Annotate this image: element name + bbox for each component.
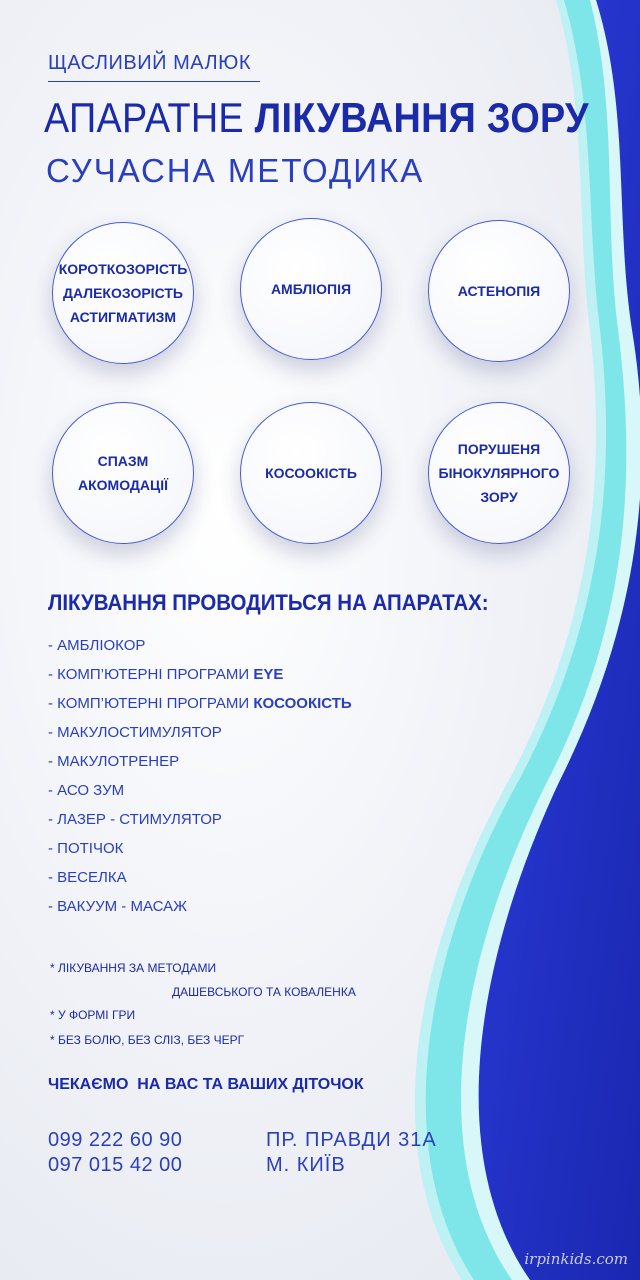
page-subtitle: СУЧАСНА МЕТОДИКА <box>46 152 425 189</box>
note-game: * У ФОРМІ ГРИ <box>50 1008 136 1022</box>
phone-number[interactable]: 097 015 42 00 <box>48 1154 183 1176</box>
condition-line: АСТИГМАТИЗМ <box>69 309 177 325</box>
condition-circle-binocular <box>428 402 570 544</box>
list-item <box>48 752 352 781</box>
list-item-text: - МАКУЛОСТИМУЛЯТОР <box>48 724 222 741</box>
condition-line: ЗОРУ <box>480 489 518 505</box>
list-item <box>48 897 352 926</box>
list-item <box>48 839 352 868</box>
condition-line: ДАЛЕКОЗОРІСТЬ <box>63 285 183 301</box>
title-part1: АПАРАТНЕ <box>44 94 255 141</box>
condition-circle-accommodation-spasm <box>52 402 194 544</box>
list-item-text: - ЛАЗЕР - СТИМУЛЯТОР <box>48 811 222 828</box>
condition-line: СПАЗМ <box>97 453 149 469</box>
list-item-text: - АМБЛІОКОР <box>48 637 146 654</box>
address-city: М. КИЇВ <box>266 1154 346 1176</box>
condition-line: КОРОТКОЗОРІСТЬ <box>58 261 188 277</box>
note-painless: * БЕЗ БОЛЮ, БЕЗ СЛІЗ, БЕЗ ЧЕРГ <box>50 1033 245 1047</box>
list-item <box>48 694 352 723</box>
list-item-text: - ВАКУУМ - МАСАЖ <box>48 898 187 915</box>
list-item-text: - КОМП’ЮТЕРНІ ПРОГРАМИ <box>48 666 254 683</box>
condition-line: КОСООКІСТЬ <box>265 465 357 481</box>
watermark: irpinkids.com <box>524 1250 628 1268</box>
equipment-list <box>48 636 352 926</box>
condition-circle-asthenopia <box>428 220 570 362</box>
list-item <box>48 868 352 897</box>
list-item-text: - АСО ЗУМ <box>48 782 125 799</box>
condition-line: ПОРУШЕНЯ <box>457 441 541 457</box>
condition-line: АКОМОДАЦІЇ <box>78 477 168 493</box>
list-item <box>48 781 352 810</box>
condition-circle-myopia <box>52 222 194 364</box>
title-part2: ЛІКУВАННЯ ЗОРУ <box>254 94 589 141</box>
list-item-text: - ВЕСЕЛКА <box>48 869 127 886</box>
page-title <box>44 94 589 142</box>
address-street: ПР. ПРАВДИ 31А <box>266 1129 437 1151</box>
list-item-text: - МАКУЛОТРЕНЕР <box>48 753 180 770</box>
condition-line: АСТЕНОПІЯ <box>457 283 541 299</box>
list-item <box>48 810 352 839</box>
brand-name: ЩАСЛИВИЙ МАЛЮК <box>48 52 260 82</box>
condition-line: АМБЛІОПІЯ <box>270 281 352 297</box>
phone-number[interactable]: 099 222 60 90 <box>48 1129 183 1151</box>
note-methods: * ЛІКУВАННЯ ЗА МЕТОДАМИ <box>50 961 217 975</box>
list-item <box>48 665 352 694</box>
note-methods-authors: ДАШЕВСЬКОГО ТА КОВАЛЕНКА <box>172 985 356 999</box>
list-item <box>48 723 352 752</box>
condition-line: БІНОКУЛЯРНОГО <box>438 465 560 481</box>
list-item-text: - КОМП’ЮТЕРНІ ПРОГРАМИ <box>48 695 254 712</box>
condition-circle-amblyopia <box>240 218 382 360</box>
list-item-text: - ПОТІЧОК <box>48 840 124 857</box>
list-item <box>48 636 352 665</box>
list-item-bold: КОСООКІСТЬ <box>253 695 352 712</box>
equipment-heading: ЛІКУВАННЯ ПРОВОДИТЬСЯ НА АПАРАТАХ: <box>48 590 489 615</box>
list-item-bold: EYE <box>253 666 284 683</box>
condition-circle-strabismus <box>240 402 382 544</box>
invite-text: ЧЕКАЄМО НА ВАС ТА ВАШИХ ДІТОЧОК <box>48 1076 364 1093</box>
